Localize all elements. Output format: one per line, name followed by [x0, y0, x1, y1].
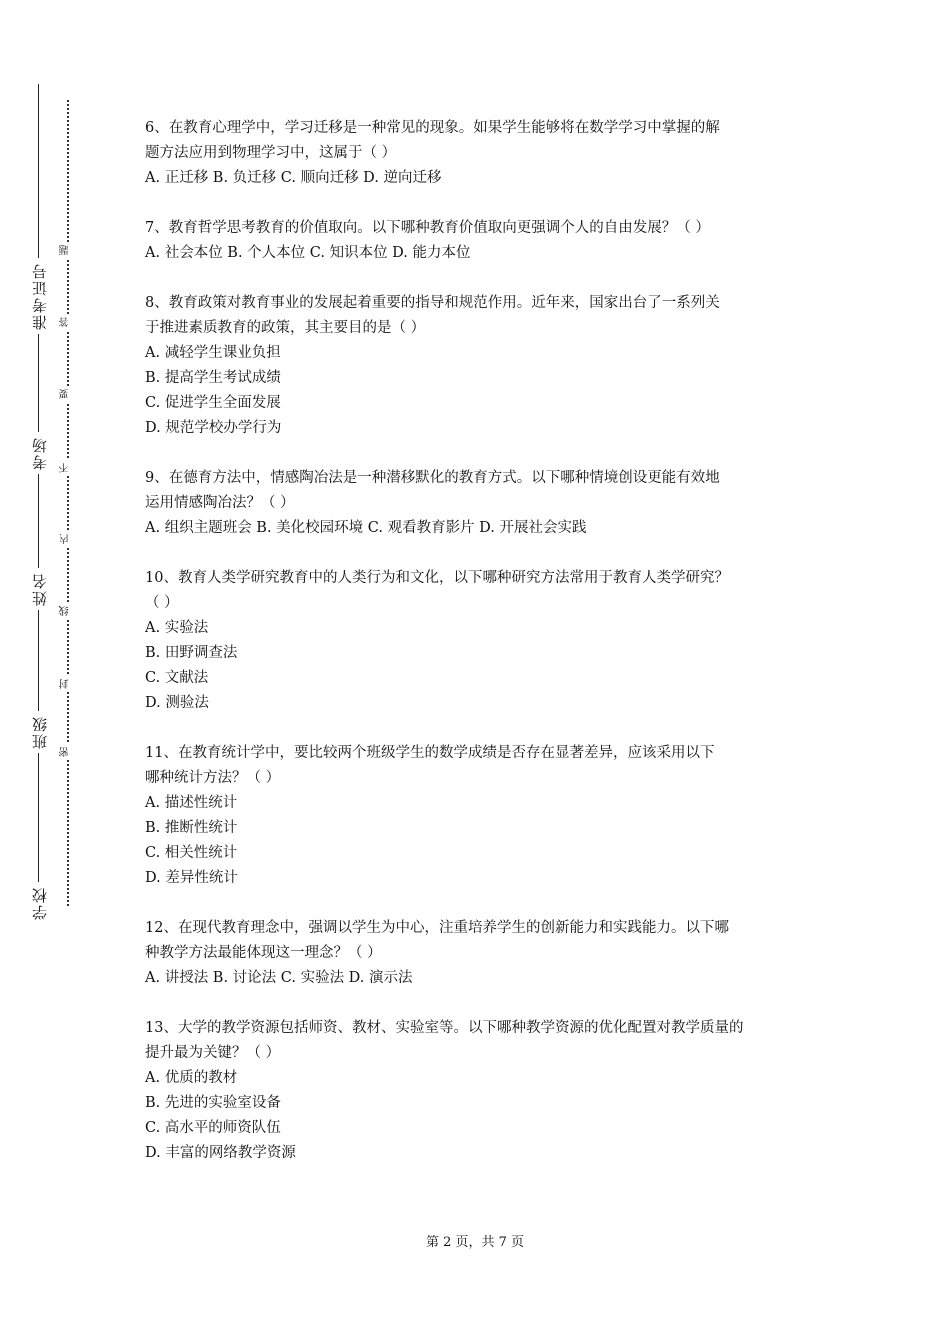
- question-stem: 12、在现代教育理念中，强调以学生为中心，注重培养学生的创新能力和实践能力。以下哪: [145, 920, 729, 936]
- question-option: B. 推断性统计: [145, 820, 238, 836]
- question-option: A. 描述性统计: [145, 795, 238, 811]
- question-6: [145, 116, 810, 191]
- question-stem: 11、在教育统计学中，要比较两个班级学生的数学成绩是否存在显著差异，应该采用以下: [145, 745, 715, 761]
- question-11: [145, 741, 810, 891]
- question-option: C. 促进学生全面发展: [145, 395, 281, 411]
- question-option: C. 相关性统计: [145, 845, 238, 861]
- seal-char: 要: [61, 386, 71, 402]
- question-13: [145, 1016, 810, 1166]
- binding-dotted-line: [67, 100, 69, 906]
- question-8: [145, 291, 810, 441]
- question-option: A. 优质的教材: [145, 1070, 238, 1086]
- question-option: A. 实验法: [145, 620, 209, 636]
- binding-margin: [0, 0, 90, 1344]
- seal-char: 题: [61, 242, 71, 258]
- question-option: C. 高水平的师资队伍: [145, 1120, 281, 1136]
- question-option: D. 测验法: [145, 695, 209, 711]
- question-option: B. 田野调查法: [145, 645, 238, 661]
- seal-char: 封: [61, 676, 71, 692]
- question-options: A. 正迁移 B. 负迁移 C. 顺向迁移 D. 逆向迁移: [145, 170, 442, 186]
- question-stem: 提升最为关键？（ ）: [145, 1045, 281, 1061]
- question-stem: 种教学方法最能体现这一理念？（ ）: [145, 945, 382, 961]
- question-option: B. 提高学生考试成绩: [145, 370, 281, 386]
- question-option: B. 先进的实验室设备: [145, 1095, 281, 1111]
- field-ticket-number-label: 准考证号: [33, 258, 48, 334]
- seal-char: 答: [61, 314, 71, 330]
- field-class-label: 班级: [33, 711, 48, 753]
- question-stem: 8、教育政策对教育事业的发展起着重要的指导和规范作用。近年来，国家出台了一系列关: [145, 295, 720, 311]
- seal-char: 密: [61, 744, 71, 760]
- field-exam-room-label: 考场: [33, 432, 48, 474]
- question-7: [145, 216, 810, 266]
- question-options: A. 社会本位 B. 个人本位 C. 知识本位 D. 能力本位: [145, 245, 471, 261]
- question-9: [145, 466, 810, 541]
- question-stem: 于推进素质教育的政策，其主要目的是（ ）: [145, 320, 426, 336]
- question-stem: 10、教育人类学研究教育中的人类行为和文化，以下哪种研究方法常用于教育人类学研究？: [145, 570, 729, 586]
- seal-char: 线: [61, 603, 71, 619]
- seal-char: 内: [61, 531, 71, 547]
- question-options: A. 讲授法 B. 讨论法 C. 实验法 D. 演示法: [145, 970, 413, 986]
- question-stem: 7、教育哲学思考教育的价值取向。以下哪种教育价值取向更强调个人的自由发展？（ ）: [145, 220, 710, 236]
- field-name-label: 姓名: [33, 568, 48, 610]
- question-stem: 6、在教育心理学中，学习迁移是一种常见的现象。如果学生能够将在数学学习中掌握的解: [145, 120, 720, 136]
- question-option: A. 减轻学生课业负担: [145, 345, 281, 361]
- question-option: D. 差异性统计: [145, 870, 238, 886]
- question-list: [145, 116, 810, 1191]
- question-options: A. 组织主题班会 B. 美化校园环境 C. 观看教育影片 D. 开展社会实践: [145, 520, 587, 536]
- question-12: [145, 916, 810, 991]
- question-option: D. 规范学校办学行为: [145, 420, 282, 436]
- question-stem: （ ）: [145, 595, 179, 611]
- binding-solid-line: [38, 84, 39, 904]
- question-10: [145, 566, 810, 716]
- question-stem: 题方法应用到物理学习中，这属于（ ）: [145, 145, 397, 161]
- page-number-footer: 第 2 页，共 7 页: [425, 1235, 525, 1250]
- question-stem: 运用情感陶冶法？（ ）: [145, 495, 295, 511]
- question-stem: 13、大学的教学资源包括师资、教材、实验室等。以下哪种教学资源的优化配置对教学质量的: [145, 1020, 744, 1036]
- question-stem: 哪种统计方法？（ ）: [145, 770, 281, 786]
- question-stem: 9、在德育方法中，情感陶冶法是一种潜移默化的教育方式。以下哪种情境创设更能有效地: [145, 470, 720, 486]
- question-option: D. 丰富的网络教学资源: [145, 1145, 296, 1161]
- question-option: C. 文献法: [145, 670, 209, 686]
- field-school-label: 学校: [33, 882, 48, 924]
- seal-char: 不: [61, 460, 71, 476]
